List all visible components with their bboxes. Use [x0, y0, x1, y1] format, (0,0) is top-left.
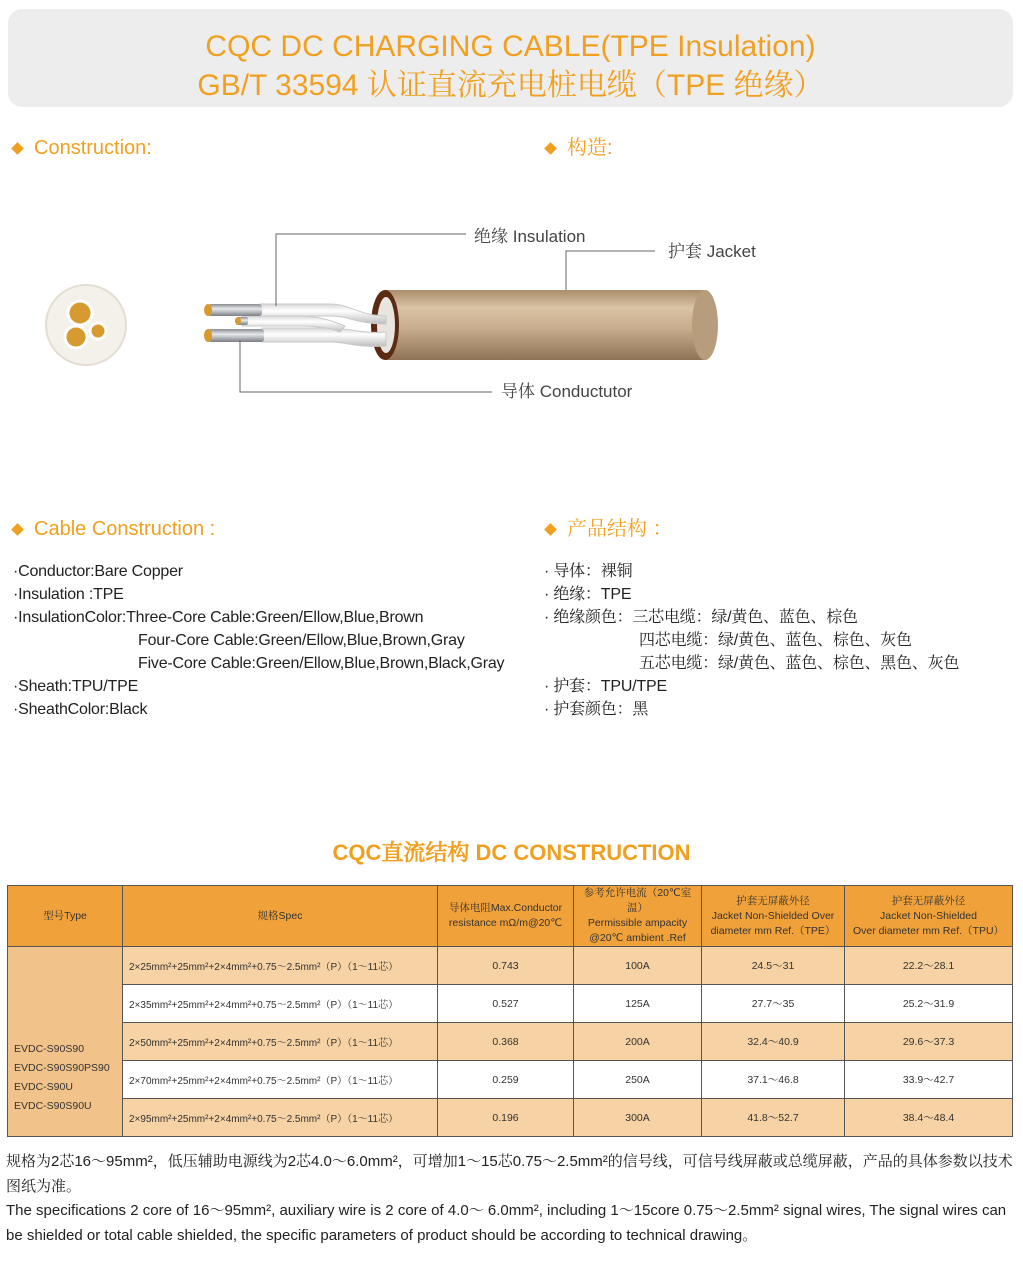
resistance-cell: 0.196	[438, 1099, 574, 1137]
table-title: CQC直流结构 DC CONSTRUCTION	[332, 840, 691, 865]
tpu-diameter-cell: 29.6～37.3	[845, 1023, 1013, 1061]
header-resistance-line2: resistance mΩ/m@20℃	[448, 917, 563, 929]
insulation-label: 绝缘 Insulation	[474, 227, 586, 246]
header-ampacity-line1: 参考允许电流（20℃室温）	[583, 887, 692, 914]
header-tpe-line1: 护套无屏蔽外径	[736, 894, 810, 907]
spec-cn-insulation-color: · 绝缘颜色：三芯电缆：绿/黄色、蓝色、棕色	[544, 609, 858, 626]
spec-cell: 2×50mm²+25mm²+2×4mm²+0.75～2.5mm²（P）（1～11芯）	[123, 1023, 438, 1061]
diamond-bullet-icon	[544, 142, 557, 155]
tpe-diameter-cell: 41.8～52.7	[702, 1099, 845, 1137]
ampacity-cell: 300A	[574, 1099, 702, 1137]
spec-en-four-core: Four-Core Cable:Green/Ellow,Blue,Brown,Gray	[138, 632, 465, 649]
jacket-label: 护套 Jacket	[668, 242, 756, 261]
tpe-diameter-cell: 32.4～40.9	[702, 1023, 845, 1061]
diamond-bullet-icon	[544, 523, 557, 536]
note-en: The specifications 2 core of 16～95mm², auxiliary wire is 2 core of 4.0～ 6.0mm², including 1～15core 0.75～2.5mm² signal wires, The signal wires can be shielded or total cable shielded, the specific parameters of product should be according to technical drawing。	[6, 1202, 1007, 1244]
tpu-diameter-cell: 38.4～48.4	[845, 1099, 1013, 1137]
header-type: 型号Type	[8, 886, 123, 947]
header-tpu-line2: Jacket Non-Shielded	[880, 909, 977, 922]
cable-construction-heading-cn	[543, 517, 673, 541]
conductor-label: 导体 Conductutor	[501, 382, 633, 401]
resistance-cell: 0.743	[438, 947, 574, 985]
header-resistance	[438, 886, 574, 947]
tpe-diameter-cell: 24.5～31	[702, 947, 845, 985]
spec-en-insulation-color: ·InsulationColor:Three-Core Cable:Green/Ellow,Blue,Brown	[13, 609, 424, 626]
jacket	[371, 290, 718, 360]
tpu-diameter-cell: 25.2～31.9	[845, 985, 1013, 1023]
header-tpu-diameter	[845, 886, 1013, 947]
title-line-1: CQC DC CHARGING CABLE(TPE Insulation)	[205, 30, 816, 63]
spec-cell: 2×95mm²+25mm²+2×4mm²+0.75～2.5mm²（P）（1～11芯）	[123, 1099, 438, 1137]
header-ampacity-line2: Permissible ampacity	[587, 917, 688, 929]
title-line-2: GB/T 33594 认证直流充电桩电缆（TPE 绝缘）	[197, 69, 824, 102]
cable-illustration	[0, 200, 780, 430]
spec-cn-sheath-color: · 护套颜色：黑	[544, 701, 649, 718]
table-row	[8, 1099, 1013, 1137]
cable-construction-heading-en	[10, 517, 215, 541]
spec-cn-sheath: · 护套：TPU/TPE	[544, 678, 667, 695]
ampacity-cell: 200A	[574, 1023, 702, 1061]
spec-cell: 2×70mm²+25mm²+2×4mm²+0.75～2.5mm²（P）（1～11芯）	[123, 1061, 438, 1099]
header-spec: 规格Spec	[123, 886, 438, 947]
type-evdc-s90s90ps90: EVDC-S90S90PS90	[14, 1061, 110, 1074]
spec-en-insulation: ·Insulation :TPE	[13, 586, 124, 603]
spec-en-conductor: ·Conductor:Bare Copper	[13, 563, 183, 580]
spec-cn-insulation: · 绝缘：TPE	[544, 586, 632, 603]
type-evdc-s90u: EVDC-S90U	[14, 1080, 73, 1093]
spec-cn-four-core: 四芯电缆：绿/黄色、蓝色、棕色、灰色	[639, 632, 912, 649]
diamond-bullet-icon	[11, 523, 24, 536]
construction-heading-en-text: Construction:	[34, 137, 152, 159]
tpu-diameter-cell: 22.2～28.1	[845, 947, 1013, 985]
spec-en-five-core: Five-Core Cable:Green/Ellow,Blue,Brown,Black,Gray	[138, 655, 505, 672]
table-row	[8, 1023, 1013, 1061]
spec-cell: 2×35mm²+25mm²+2×4mm²+0.75～2.5mm²（P）（1～11芯）	[123, 985, 438, 1023]
header-tpe-diameter	[702, 886, 845, 947]
type-cell	[8, 947, 123, 1137]
header-tpe-line3: diameter mm Ref.（TPE）	[710, 924, 836, 937]
cross-section	[46, 285, 126, 365]
construction-heading-cn-text: 构造:	[567, 137, 613, 159]
resistance-cell: 0.527	[438, 985, 574, 1023]
header-tpu-line3: Over diameter mm Ref.（TPU）	[852, 924, 1005, 937]
type-evdc-s90s90: EVDC-S90S90	[14, 1042, 85, 1055]
construction-table	[7, 885, 1013, 1137]
header-resistance-line1: 导体电阻Max.Conductor	[448, 902, 563, 914]
header-ampacity	[574, 886, 702, 947]
diamond-bullet-icon	[11, 142, 24, 155]
title-banner	[8, 9, 1013, 107]
table-row	[8, 985, 1013, 1023]
tpu-diameter-cell: 33.9～42.7	[845, 1061, 1013, 1099]
table-row	[8, 1061, 1013, 1099]
cable-construction-heading-cn-text: 产品结构 ：	[567, 518, 673, 540]
spec-en-sheath-color: ·SheathColor:Black	[13, 701, 148, 718]
note-cn: 规格为2芯16～95mm²，低压辅助电源线为2芯4.0～6.0mm²，可增加1～15芯0.75～2.5mm²的信号线，可信号线屏蔽或总缆屏蔽，产品的具体参数以技术图纸为准。	[6, 1153, 1013, 1195]
cable-construction-heading-en-text: Cable Construction :	[34, 518, 216, 540]
header-tpe-line2: Jacket Non-Shielded Over	[711, 909, 835, 922]
construction-heading-cn	[543, 136, 613, 160]
construction-heading-en	[10, 136, 152, 160]
cable-drawing	[0, 200, 780, 430]
resistance-cell: 0.368	[438, 1023, 574, 1061]
table-row	[8, 947, 1013, 985]
spec-cell: 2×25mm²+25mm²+2×4mm²+0.75～2.5mm²（P）（1～11芯）	[123, 947, 438, 985]
ampacity-cell: 100A	[574, 947, 702, 985]
tpe-diameter-cell: 27.7～35	[702, 985, 845, 1023]
tpe-diameter-cell: 37.1～46.8	[702, 1061, 845, 1099]
spec-cn-five-core: 五芯电缆：绿/黄色、蓝色、棕色、黑色、灰色	[639, 655, 960, 672]
header-tpu-line1: 护套无屏蔽外径	[891, 894, 966, 907]
header-ampacity-line3: @20℃ ambient .Ref	[589, 932, 686, 944]
spec-cn-conductor: · 导体：裸铜	[544, 563, 633, 580]
table-header-row	[8, 886, 1013, 947]
resistance-cell: 0.259	[438, 1061, 574, 1099]
type-evdc-s90s90u: EVDC-S90S90U	[14, 1099, 92, 1112]
ampacity-cell: 250A	[574, 1061, 702, 1099]
ampacity-cell: 125A	[574, 985, 702, 1023]
spec-en-sheath: ·Sheath:TPU/TPE	[13, 678, 139, 695]
